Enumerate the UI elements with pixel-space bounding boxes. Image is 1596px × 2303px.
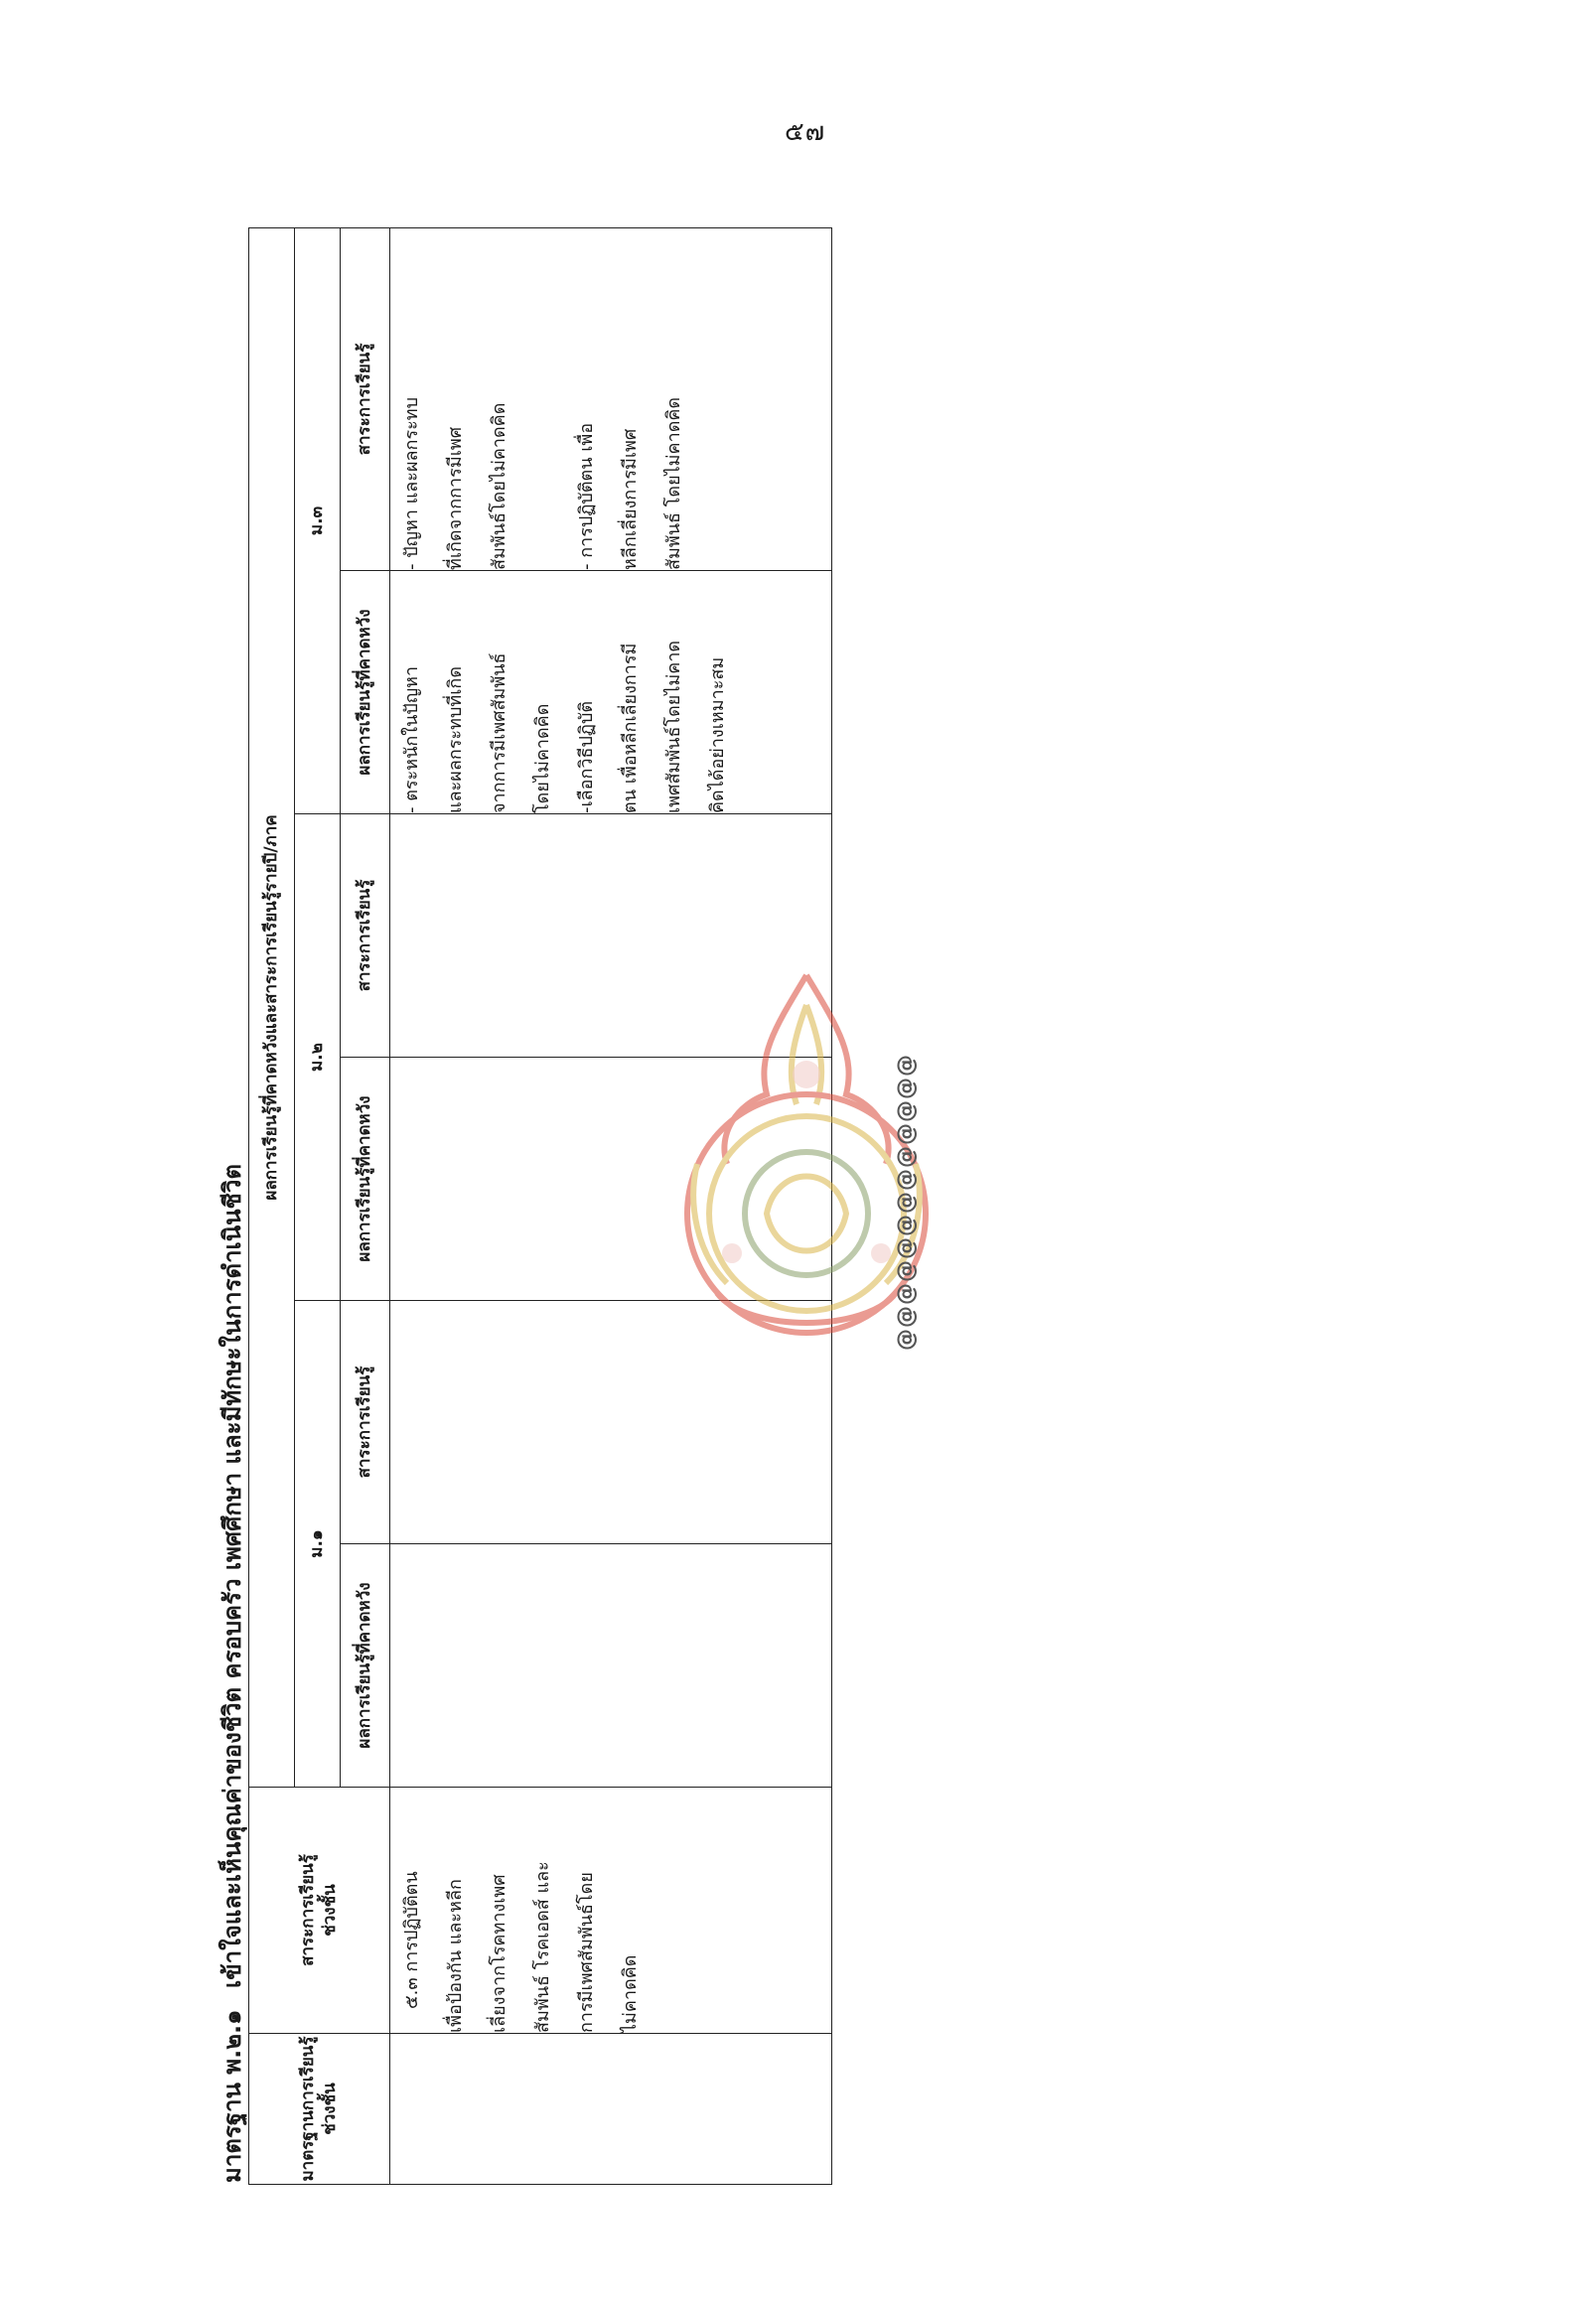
standard-label: มาตรฐาน พ.๒.๑ [218, 2009, 246, 2183]
m1-content-header: สาระการเรียนรู้ [341, 1301, 390, 1544]
standard-heading [213, 228, 252, 2185]
col-content-header: สาระการเรียนรู้ ช่วงชั้น [249, 1788, 390, 2034]
standard-description: เข้าใจและเห็นคุณค่าของชีวิต ครอบครัว เพศศึกษา และมีทักษะในการดำเนินชีวิต [218, 1164, 246, 1988]
grade-m3-header: ม.๓ [295, 227, 341, 813]
grade-m2-header: ม.๒ [295, 814, 341, 1301]
standard-cell [390, 2034, 832, 2185]
m1-outcome-header: ผลการเรียนรู้ที่คาดหวัง [341, 1544, 390, 1788]
m2-content-header: สาระการเรียนรู้ [341, 814, 390, 1058]
grade-m1-header: ม.๑ [295, 1301, 341, 1788]
content-cell: ๕.๓ การปฏิบัติตน เพื่อป้องกัน และหลีก เลี่ยงจากโรคทางเพศ สัมพันธ์ โรคเอดส์ และ การมีเพศสัมพันธ์โดย ไม่คาดคิด [390, 1788, 832, 2034]
page-number: ๕๗ [785, 117, 826, 147]
col-standard-header: มาตรฐานการเรียนรู้ ช่วงชั้น [249, 2034, 390, 2185]
m3-content-cell: - ปัญหา และผลกระทบ ที่เกิดจากการมีเพศ สัมพันธ์โดยไม่คาดคิด - การปฏิบัติตน เพื่อ หลีกเลี่ยงการมีเพศ สัมพันธ์ โดยไม่คาดคิด [390, 227, 832, 570]
m1-outcome-cell [390, 1544, 832, 1788]
m3-outcome-header: ผลการเรียนรู้ที่คาดหวัง [341, 571, 390, 814]
group-header: ผลการเรียนรู้ที่คาดหวังและสาระการเรียนรู้รายปี/ภาค [249, 227, 295, 1787]
m3-outcome-cell: - ตระหนักในปัญหา และผลกระทบที่เกิด จากการมีเพศสัมพันธ์ โดยไม่คาดคิด -เลือกวิธีปฏิบัติ ตน เพื่อหลีกเลี่ยงการมี เพศสัมพันธ์โดยไม่คาด คิดได้อย่างเหมาะสม [390, 571, 832, 814]
m2-outcome-header: ผลการเรียนรู้ที่คาดหวัง [341, 1058, 390, 1301]
watermark-text: @@@@@@@@@@@@@ [894, 1054, 919, 1351]
m3-content-header: สาระการเรียนรู้ [341, 227, 390, 570]
